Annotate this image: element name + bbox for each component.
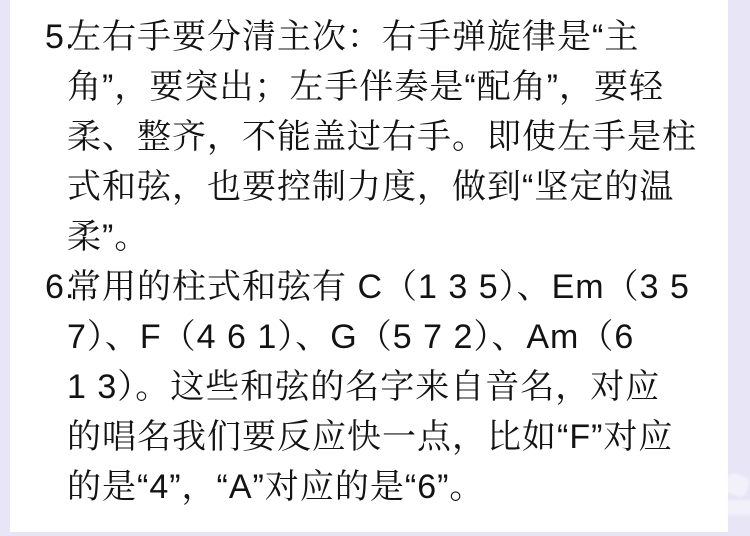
watermark-fragment <box>725 500 750 515</box>
text-line: 柔”。 <box>67 218 150 256</box>
text-line: 角”，要突出；左手伴奏是“配角”，要轻 <box>67 68 664 106</box>
text-line: 的是“4”，“A”对应的是“6”。 <box>67 468 485 506</box>
list-item <box>45 262 710 512</box>
item-number: 6. <box>45 268 76 306</box>
text-line: 常用的柱式和弦有 C（1 3 5）、Em（3 5 <box>67 268 690 306</box>
content-card <box>10 0 728 532</box>
numbered-list <box>45 12 710 512</box>
text-line: 7）、F（4 6 1）、G（5 7 2）、Am（6 <box>67 318 635 356</box>
text-line: 左右手要分清主次：右手弹旋律是“主 <box>67 18 640 56</box>
text-line: 的唱名我们要反应快一点，比如“F”对应 <box>67 418 674 456</box>
text-line: 1 3）。这些和弦的名字来自音名，对应 <box>67 368 661 406</box>
text-line: 式和弦，也要控制力度，做到“坚定的温 <box>67 168 675 206</box>
list-item <box>45 12 710 262</box>
text-line: 柔、整齐，不能盖过右手。即使左手是柱 <box>67 118 697 156</box>
item-number: 5. <box>45 18 76 56</box>
